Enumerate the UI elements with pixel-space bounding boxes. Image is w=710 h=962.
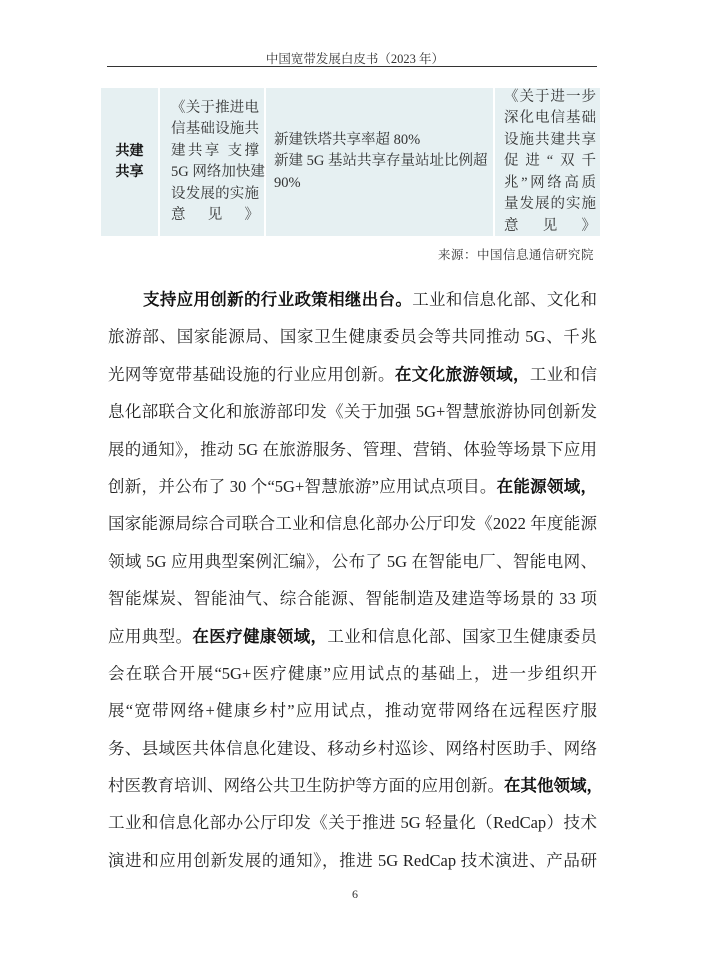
body-text: 工业和信息化部、国家卫生健康委员 [327, 626, 597, 646]
running-header: 中国宽带发展白皮书（2023 年） [265, 52, 445, 66]
cell-line: 设发展的实施 [171, 185, 259, 202]
body-text: 展的通知》，推动 5G 在旅游服务、管理、营销、体验等场景下应用 [108, 439, 597, 459]
bold-lead-text: 支持应用创新的行业政策相继出台。 [143, 290, 413, 309]
bold-lead-text: 在医疗健康领域， [192, 626, 328, 646]
cell-line: 5G 网络加快建 [171, 164, 265, 180]
page-number: 6 [352, 887, 358, 901]
text-line [108, 586, 597, 623]
category-cell [101, 88, 158, 236]
body-text: 务、县域医共体信息化建设、移动乡村巡诊、网络村医助手、网络 [108, 738, 597, 758]
text-line [108, 362, 597, 399]
cell-line: 信基础设施共 [171, 121, 259, 137]
body-text: 旅游部、国家能源局、国家卫生健康委员会等共同推动 5G、千兆 [108, 327, 597, 347]
cell-line: 新建铁塔共享率超 80% [274, 131, 421, 148]
body-text: 创新，并公布了 30 个“5G+智慧旅游”应用试点项目。 [108, 476, 497, 496]
cell-line: 量发展的实施 [504, 196, 596, 213]
text-line [108, 287, 597, 324]
body-text: 国家能源局综合司联合工业和信息化部办公厅印发《2022 年度能源 [108, 514, 597, 534]
text-line [108, 736, 597, 773]
bold-lead-text: 在能源领域， [496, 476, 598, 496]
text-line [108, 399, 597, 436]
body-text: 展“宽带网络+健康乡村”应用试点，推动宽带网络在远程医疗服 [108, 701, 597, 721]
body-text: 领域 5G 应用典型案例汇编》，公布了 5G 在智能电厂、智能电网、 [108, 551, 597, 571]
text-line [108, 848, 597, 885]
text-line [108, 437, 597, 474]
policy-document-cell-2 [495, 88, 600, 236]
body-text: 工业和信 [529, 364, 597, 384]
body-text: 会在联合开展“5G+医疗健康”应用试点的基础上，进一步组织开 [108, 663, 597, 683]
policy-table [101, 88, 602, 236]
cell-line: 90% [274, 174, 301, 191]
body-text: 智能煤炭、智能油气、综合能源、智能制造及建造等场景的 33 项 [108, 589, 597, 609]
cell-line: 《关于进一步 [504, 88, 596, 105]
text-line [108, 624, 597, 661]
text-line [108, 773, 603, 810]
cell-line: 建共享 支撑 [171, 142, 259, 159]
body-text: 村医教育培训、网络公共卫生防护等方面的应用创新。 [108, 776, 504, 796]
body-text: 应用典型。 [108, 626, 193, 646]
bold-lead-text: 在其他领域， [504, 776, 603, 796]
cell-line: 兆”网络高质 [504, 174, 596, 191]
cell-line: 共享 [115, 164, 144, 180]
body-text: 工业和信息化部、文化和 [412, 290, 598, 309]
cell-line: 共建 [115, 143, 144, 159]
cell-line: 新建 5G 基站共享存量站址比例超 [274, 153, 488, 170]
text-line [108, 474, 597, 511]
cell-line: 设施共建共享 [504, 131, 596, 148]
cell-line: 意见》 [171, 207, 259, 223]
cell-line: 促进“双千 [504, 153, 596, 170]
cell-line: 深化电信基础 [504, 110, 596, 127]
bold-lead-text: 在文化旅游领域， [394, 364, 530, 384]
body-paragraph [108, 287, 603, 885]
source-note: 来源：中国信息通信研究院 [437, 248, 594, 262]
body-text: 息化部联合文化和旅游部印发《关于加强 5G+智慧旅游协同创新发 [108, 402, 597, 422]
text-line [108, 324, 597, 361]
header-rule [107, 66, 597, 67]
policy-document-cell [160, 88, 264, 236]
cell-line: 《关于推进电 [171, 99, 259, 116]
body-text: 演进和应用创新发展的通知》，推进 5G RedCap 技术演进、产品研 [108, 850, 597, 870]
body-text: 工业和信息化部办公厅印发《关于推进 5G 轻量化（RedCap）技术 [108, 813, 597, 833]
text-line [108, 661, 597, 698]
text-line [108, 549, 597, 586]
cell-line: 意见》 [504, 217, 596, 234]
text-line [108, 511, 597, 548]
text-line [108, 698, 597, 735]
target-cell [266, 88, 493, 236]
text-line [108, 810, 597, 847]
body-text: 光网等宽带基础设施的行业应用创新。 [108, 364, 395, 384]
